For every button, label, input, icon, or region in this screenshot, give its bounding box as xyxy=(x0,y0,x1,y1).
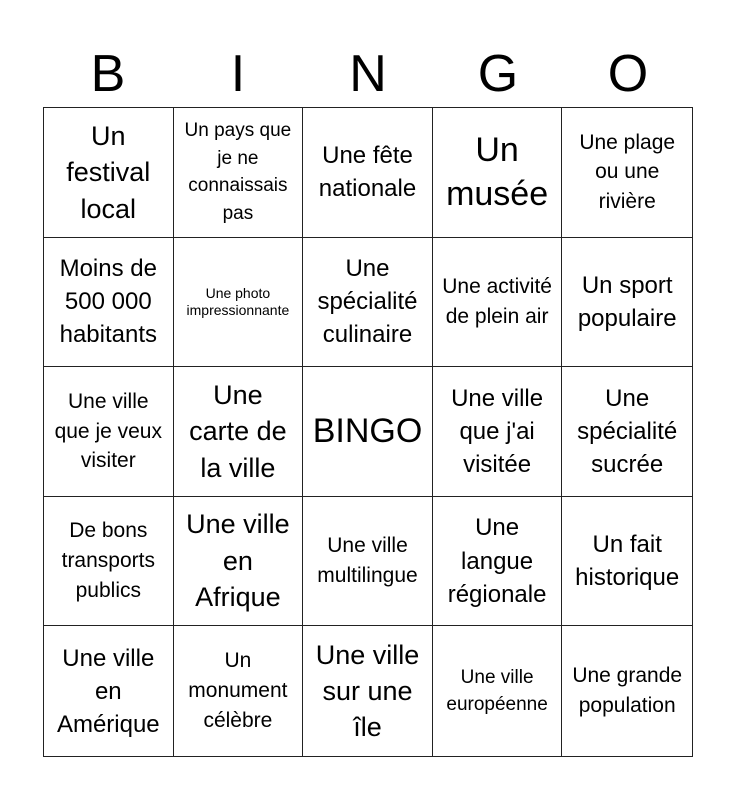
bingo-cell[interactable] xyxy=(44,108,174,238)
cell-text: Moins de 500 000 habitants xyxy=(59,255,157,349)
bingo-cell[interactable] xyxy=(303,108,433,238)
bingo-header xyxy=(43,40,693,108)
cell-text: Une ville en Amérique xyxy=(56,644,160,738)
bingo-cell[interactable] xyxy=(174,238,304,368)
bingo-cell[interactable] xyxy=(562,497,692,627)
header-letter-g: G xyxy=(477,45,519,103)
cell-text: Un monument célèbre xyxy=(188,649,288,733)
bingo-cell[interactable] xyxy=(44,367,174,497)
bingo-cell[interactable] xyxy=(433,367,563,497)
bingo-cell[interactable] xyxy=(433,626,563,756)
bingo-cell[interactable] xyxy=(44,497,174,627)
bingo-cell[interactable] xyxy=(174,108,304,238)
cell-text: Une plage ou une rivière xyxy=(579,130,676,214)
cell-text: Un sport populaire xyxy=(577,271,677,332)
cell-text: Une fête nationale xyxy=(318,142,417,203)
cell-text: Une photo impressionnante xyxy=(186,285,290,318)
cell-text: Une ville que je veux visiter xyxy=(54,389,162,473)
bingo-cell[interactable] xyxy=(433,108,563,238)
header-letter-o: O xyxy=(607,45,649,103)
cell-text: BINGO xyxy=(312,412,423,451)
cell-text: Une carte de la ville xyxy=(189,379,287,483)
bingo-cell[interactable] xyxy=(303,626,433,756)
bingo-cell[interactable] xyxy=(174,367,304,497)
cell-text: Un pays que je ne connaissais pas xyxy=(184,120,292,224)
header-letter-n: N xyxy=(349,45,387,103)
bingo-cell[interactable] xyxy=(303,238,433,368)
cell-text: Une ville que j'ai visitée xyxy=(451,384,544,479)
cell-text: Une activité de plein air xyxy=(442,275,552,328)
bingo-cell[interactable] xyxy=(562,108,692,238)
header-letter-b: B xyxy=(90,45,126,103)
cell-text: Une ville en Afrique xyxy=(186,509,290,613)
cell-text: Un festival local xyxy=(66,120,151,224)
cell-text: De bons transports publics xyxy=(61,519,155,602)
cell-text: Une grande population xyxy=(572,664,683,718)
bingo-cell[interactable] xyxy=(562,626,692,756)
cell-text: Un fait historique xyxy=(575,530,680,592)
bingo-cell[interactable] xyxy=(174,497,304,627)
bingo-cell[interactable] xyxy=(303,497,433,627)
bingo-cell[interactable] xyxy=(433,497,563,627)
cell-text: Une spécialité sucrée xyxy=(577,384,678,479)
bingo-cell[interactable] xyxy=(44,626,174,756)
cell-text: Une ville multilingue xyxy=(317,534,418,588)
cell-text: Un musée xyxy=(446,131,549,214)
cell-text: Une langue régionale xyxy=(447,514,547,608)
bingo-cell[interactable] xyxy=(433,238,563,368)
bingo-cell[interactable] xyxy=(44,238,174,368)
bingo-grid xyxy=(43,107,693,757)
cell-text: Une spécialité culinaire xyxy=(317,255,418,349)
header-letter-i: I xyxy=(230,45,246,103)
cell-text: Une ville sur une île xyxy=(315,639,420,743)
cell-text: Une ville européenne xyxy=(446,666,548,716)
bingo-cell[interactable] xyxy=(562,238,692,368)
free-space-cell[interactable] xyxy=(303,367,433,497)
bingo-cell[interactable] xyxy=(174,626,304,756)
bingo-cell[interactable] xyxy=(562,367,692,497)
